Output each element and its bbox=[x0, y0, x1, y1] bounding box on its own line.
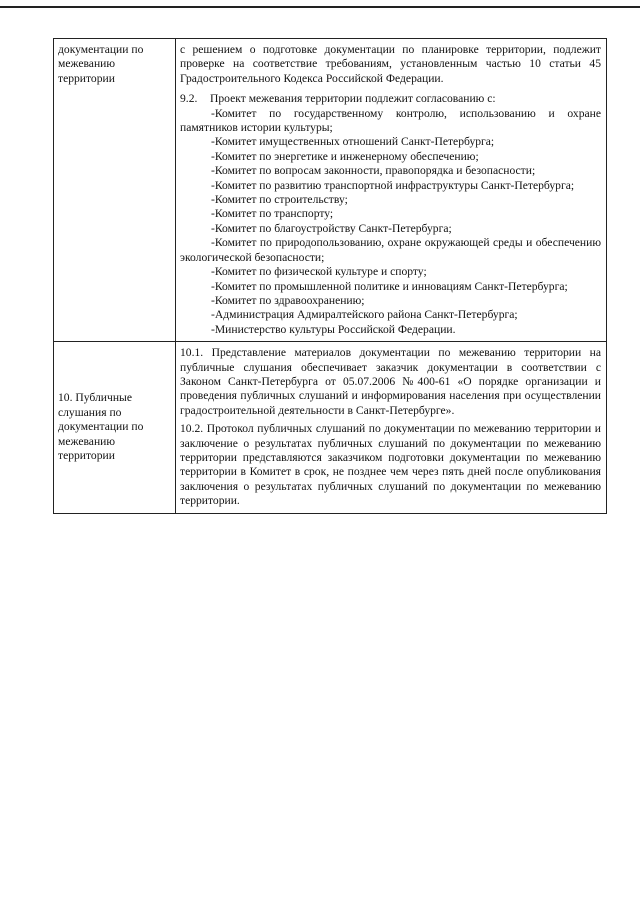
item-heading bbox=[180, 92, 601, 106]
row-caption-cell bbox=[54, 342, 176, 513]
list-item: -Комитет по энергетике и инженерному обеспечению; bbox=[211, 149, 479, 163]
list-item: -Комитет по благоустройству Санкт-Петербурга; bbox=[211, 221, 452, 235]
list-item: -Комитет по вопросам законности, правопорядка и безопасности; bbox=[211, 164, 536, 178]
item-number: 9.2. bbox=[180, 92, 198, 106]
list-item: -Комитет по физической культуре и спорту; bbox=[211, 265, 427, 279]
table-row bbox=[54, 39, 607, 342]
row-content-cell bbox=[176, 342, 607, 513]
row-caption: 10. Публичные слушания по документации по межеванию территории bbox=[58, 391, 144, 462]
document-table bbox=[53, 38, 607, 514]
row-caption: документации по межеванию территории bbox=[58, 43, 144, 85]
list-item: -Комитет по промышленной политике и инновациям Санкт-Петербурга; bbox=[211, 279, 568, 293]
list-item: -Комитет имущественных отношений Санкт-Петербурга; bbox=[211, 135, 495, 149]
list-item: -Комитет по строительству; bbox=[211, 193, 348, 207]
row-caption-cell bbox=[54, 39, 176, 342]
list-item: -Комитет по транспорту; bbox=[211, 207, 334, 221]
list-item: -Комитет по государственному контролю, использованию и охране памятников истории культуры; bbox=[180, 106, 601, 135]
item-text: Проект межевания территории подлежит согласованию с: bbox=[210, 92, 496, 106]
list-item: -Министерство культуры Российской Федерации. bbox=[211, 322, 456, 336]
paragraph-10-2: 10.2. Протокол публичных слушаний по документации по межеванию территории и заключение о результатах публичных слушаний по документации по межеванию территории представляются заказчиком подготовки документации по межеванию территории в Комитет в срок, не позднее чем через пять дней после опубликования заключения о результатах публичных слушаний по документации по межеванию территории. bbox=[180, 422, 601, 508]
table-row bbox=[54, 342, 607, 513]
list-item: -Администрация Адмиралтейского района Санкт-Петербурга; bbox=[211, 308, 518, 322]
list-item: -Комитет по развитию транспортной инфраструктуры Санкт-Петербурга; bbox=[211, 178, 575, 192]
list-item: -Комитет по здравоохранению; bbox=[211, 293, 365, 307]
row-content-cell bbox=[176, 39, 607, 342]
list-item: -Комитет по природопользованию, охране окружающей среды и обеспечению экологической безопасности; bbox=[180, 236, 601, 264]
committee-list bbox=[180, 107, 601, 338]
top-rule bbox=[0, 6, 640, 8]
intro-paragraph: с решением о подготовке документации по планировке территории, подлежит проверке на соответствие требованиям, установленным частью 10 статьи 45 Градостроительного Кодекса Российской Федерации. bbox=[180, 43, 601, 85]
paragraph-10-1: 10.1. Представление материалов документации по межеванию территории на публичные слушания обеспечивает заказчик документации в соответствии с Законом Санкт-Петербурга от 05.07.2006 №400-61 «О порядке организации и проведения публичных слушаний и информирования населения при осуществлении градостроительной деятельности в Санкт-Петербурге». bbox=[180, 346, 601, 417]
